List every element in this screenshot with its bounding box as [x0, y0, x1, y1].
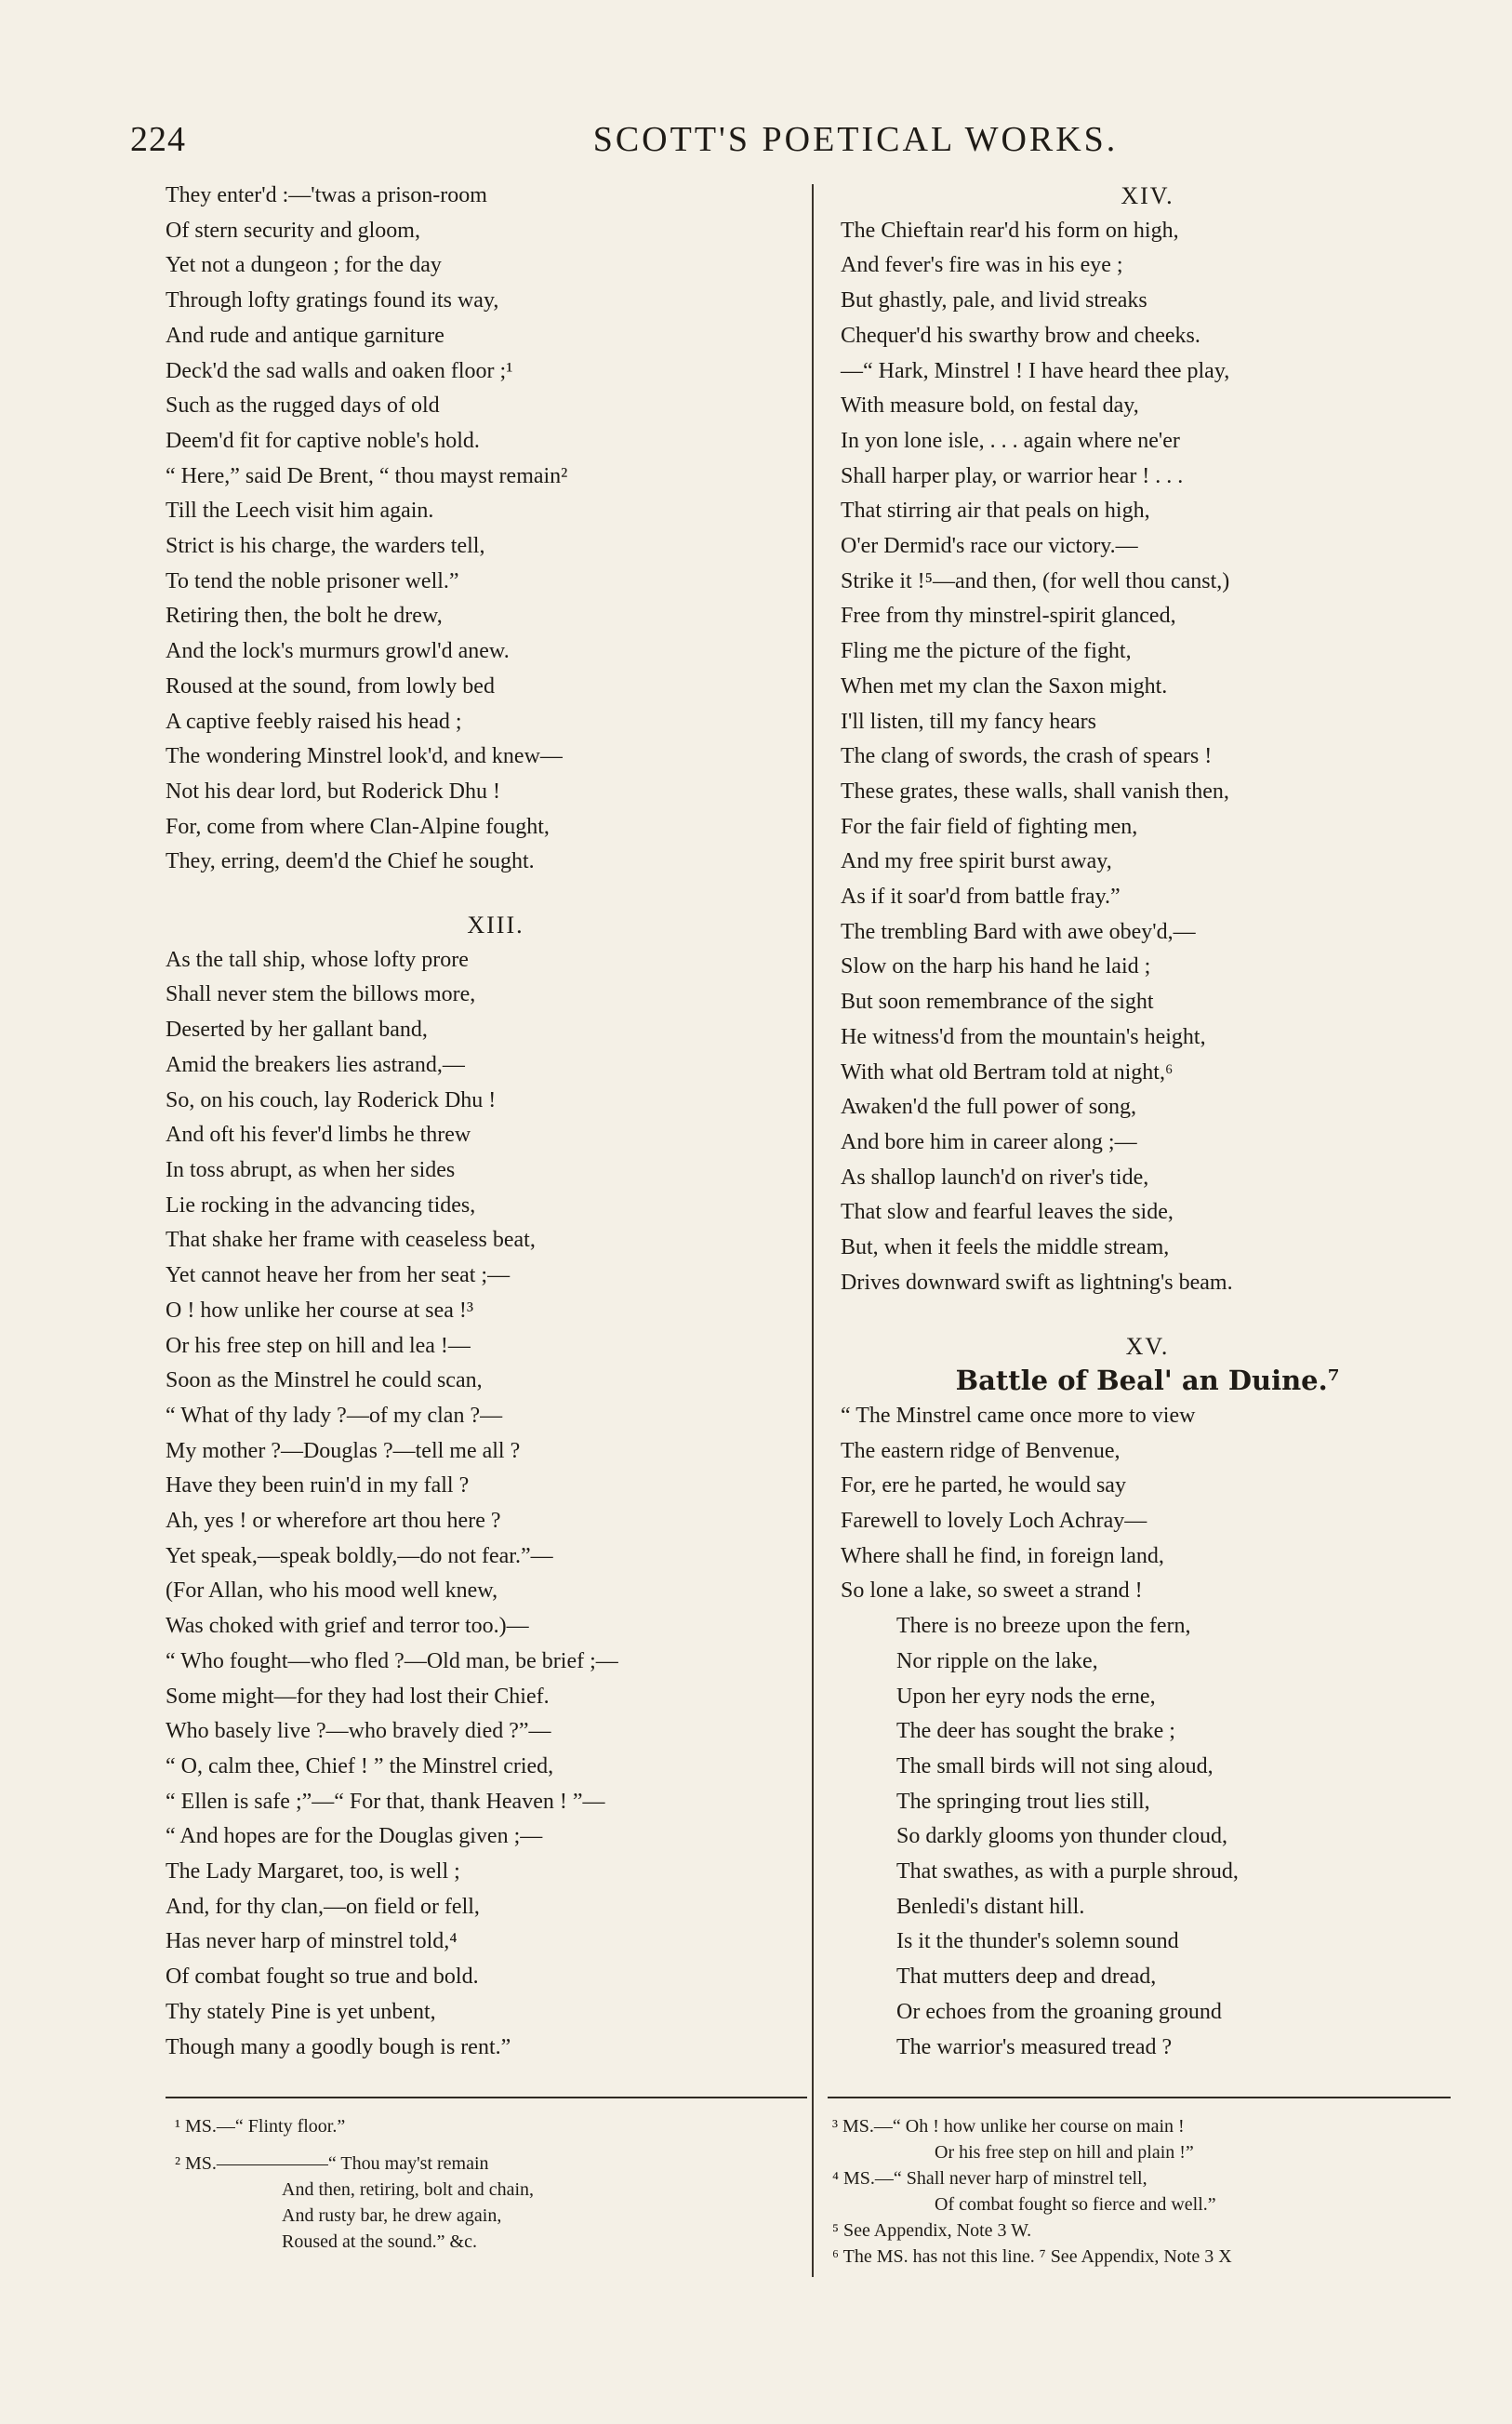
running-title: SCOTT'S POETICAL WORKS. — [592, 120, 1119, 159]
verse-line: Was choked with grief and terror too.)— — [166, 1614, 529, 1639]
footnote-line: ⁶ The MS. has not this line. ⁷ See Appendix, Note 3 X — [832, 2246, 1232, 2267]
verse-line: The eastern ridge of Benvenue, — [841, 1438, 1121, 1463]
verse-line: Chequer'd his swarthy brow and cheeks. — [841, 323, 1200, 348]
verse-line: Thy stately Pine is yet unbent, — [166, 1999, 436, 2024]
verse-line: O ! how unlike her course at sea !³ — [166, 1298, 474, 1323]
verse-line: Has never harp of minstrel told,⁴ — [166, 1929, 458, 1954]
verse-line: When met my clan the Saxon might. — [841, 673, 1168, 699]
verse-line: “ O, calm thee, Chief ! ” the Minstrel cried, — [166, 1753, 554, 1778]
stanza-gap — [841, 1301, 1454, 1329]
verse-line: My mother ?—Douglas ?—tell me all ? — [166, 1438, 521, 1463]
verse-line: He witness'd from the mountain's height, — [841, 1024, 1206, 1049]
footnote — [832, 2165, 1455, 2218]
verse-line: Deem'd fit for captive noble's hold. — [166, 428, 480, 453]
footnote-line: ⁵ See Appendix, Note 3 W. — [832, 2220, 1032, 2241]
verse-line: Yet cannot heave her from her seat ;— — [166, 1263, 511, 1288]
verse-line: But, when it feels the middle stream, — [841, 1235, 1170, 1260]
verse-line: The Lady Margaret, too, is well ; — [166, 1859, 460, 1885]
verse-line: Amid the breakers lies astrand,— — [166, 1052, 465, 1077]
verse-line: Or echoes from the groaning ground — [896, 1999, 1222, 2024]
verse-line: Shall harper play, or warrior hear ! . . . — [841, 463, 1184, 488]
footnote — [832, 2244, 1455, 2270]
verse-line: “ The Minstrel came once more to view — [841, 1403, 1196, 1428]
verse-line: And rude and antique garniture — [166, 323, 444, 348]
footnote-line: And then, retiring, bolt and chain, — [282, 2179, 535, 2200]
footnote-line: ³ MS.—“ Oh ! how unlike her course on main ! — [832, 2116, 1185, 2137]
verse-line: The deer has sought the brake ; — [896, 1719, 1175, 1744]
section-xiii-stanza — [166, 943, 826, 2066]
footnotes-left — [175, 2113, 807, 2255]
footnote-line: ¹ MS.—“ Flinty floor.” — [175, 2116, 346, 2137]
verse-line: Drives downward swift as lightning's beam. — [841, 1270, 1233, 1295]
page-number: 224 — [130, 120, 186, 159]
verse-line: Through lofty gratings found its way, — [166, 288, 499, 313]
section-xiv-stanza — [841, 214, 1454, 1301]
verse-line: Retiring then, the bolt he drew, — [166, 604, 443, 629]
verse-line: As the tall ship, whose lofty prore — [166, 947, 469, 972]
section-xv-stanza — [841, 1399, 1454, 2065]
verse-line: With measure bold, on festal day, — [841, 393, 1139, 419]
verse-line: Nor ripple on the lake, — [896, 1648, 1098, 1673]
verse-line: The trembling Bard with awe obey'd,— — [841, 919, 1196, 944]
verse-line: The springing trout lies still, — [896, 1789, 1150, 1814]
verse-line: “ Ellen is safe ;”—“ For that, thank Heaven ! ”— — [166, 1789, 605, 1814]
verse-line: O'er Dermid's race our victory.— — [841, 534, 1138, 559]
verse-line: Some might—for they had lost their Chief. — [166, 1684, 550, 1709]
verse-line: That swathes, as with a purple shroud, — [896, 1859, 1239, 1885]
verse-line: As shallop launch'd on river's tide, — [841, 1165, 1149, 1190]
verse-line: The small birds will not sing aloud, — [896, 1753, 1214, 1778]
verse-line: For the fair field of fighting men, — [841, 814, 1138, 839]
footnote — [175, 2113, 807, 2139]
verse-line: That slow and fearful leaves the side, — [841, 1200, 1174, 1225]
verse-line: Lie rocking in the advancing tides, — [166, 1192, 476, 1218]
verse-line: —“ Hark, Minstrel ! I have heard thee play, — [841, 358, 1230, 383]
footnote-line: Of combat fought so fierce and well.” — [935, 2194, 1216, 2215]
section-heading-xiv: XIV. — [1121, 182, 1174, 209]
verse-line: Of stern security and gloom, — [166, 218, 420, 243]
stanza-gap — [166, 880, 826, 908]
footnote-line: Or his free step on hill and plain !” — [935, 2142, 1194, 2163]
verse-line: As if it soar'd from battle fray.” — [841, 885, 1121, 910]
verse-line: And oft his fever'd limbs he threw — [166, 1123, 471, 1148]
verse-line: Deck'd the sad walls and oaken floor ;¹ — [166, 358, 513, 383]
verse-line: Where shall he find, in foreign land, — [841, 1543, 1164, 1568]
verse-line: With what old Bertram told at night,⁶ — [841, 1059, 1174, 1085]
page-header — [130, 119, 1432, 166]
verse-line: These grates, these walls, shall vanish then, — [841, 779, 1229, 804]
verse-line: Fling me the picture of the fight, — [841, 639, 1132, 664]
verse-line: The Chieftain rear'd his form on high, — [841, 218, 1179, 243]
verse-line: Yet not a dungeon ; for the day — [166, 253, 442, 278]
verse-line: Awaken'd the full power of song, — [841, 1095, 1137, 1120]
verse-line: So darkly glooms yon thunder cloud, — [896, 1824, 1227, 1849]
verse-line: Of combat fought so true and bold. — [166, 1965, 479, 1990]
section-heading-xiii: XIII. — [467, 912, 524, 939]
verse-line: Such as the rugged days of old — [166, 393, 440, 419]
verse-line: For, ere he parted, he would say — [841, 1473, 1126, 1498]
right-column — [841, 179, 1454, 2065]
verse-line: Though many a goodly bough is rent.” — [166, 2034, 511, 2059]
verse-line: “ And hopes are for the Douglas given ;— — [166, 1824, 543, 1849]
verse-line: I'll listen, till my fancy hears — [841, 709, 1096, 734]
verse-line: They, erring, deem'd the Chief he sought. — [166, 849, 535, 874]
verse-line: Strict is his charge, the warders tell, — [166, 534, 485, 559]
footnote-line: Roused at the sound.” &c. — [282, 2231, 477, 2252]
verse-line: The wondering Minstrel look'd, and knew— — [166, 744, 563, 769]
footnote — [832, 2113, 1455, 2165]
footnote-line: And rusty bar, he drew again, — [282, 2205, 502, 2226]
footnote-line: ² MS.——————“ Thou may'st remain — [175, 2153, 489, 2174]
intro-stanza — [166, 179, 826, 880]
verse-line: But soon remembrance of the sight — [841, 990, 1154, 1015]
verse-line: Roused at the sound, from lowly bed — [166, 673, 495, 699]
footnote — [175, 2151, 807, 2255]
left-column — [166, 179, 826, 2065]
footnotes-right — [832, 2113, 1455, 2270]
verse-line: Free from thy minstrel-spirit glanced, — [841, 604, 1176, 629]
verse-line: And the lock's murmurs growl'd anew. — [166, 639, 510, 664]
verse-line: Is it the thunder's solemn sound — [896, 1929, 1179, 1954]
footnote-line: ⁴ MS.—“ Shall never harp of minstrel tell, — [832, 2168, 1147, 2189]
footnote-rule-right — [828, 2097, 1451, 2098]
verse-line: And my free spirit burst away, — [841, 849, 1112, 874]
verse-line: A captive feebly raised his head ; — [166, 709, 462, 734]
section-xv-title: Battle of Beal' an Duine.⁷ — [955, 1365, 1340, 1397]
verse-line: Shall never stem the billows more, — [166, 982, 476, 1007]
verse-line: Who basely live ?—who bravely died ?”— — [166, 1719, 551, 1744]
verse-line: (For Allan, who his mood well knew, — [166, 1578, 498, 1604]
footnote — [832, 2218, 1455, 2244]
verse-line: To tend the noble prisoner well.” — [166, 568, 459, 593]
verse-line: There is no breeze upon the fern, — [896, 1614, 1191, 1639]
verse-line: Or his free step on hill and lea !— — [166, 1333, 471, 1358]
verse-line: And bore him in career along ;— — [841, 1129, 1137, 1154]
verse-line: Yet speak,—speak boldly,—do not fear.”— — [166, 1543, 553, 1568]
footnote-rule-left — [166, 2097, 807, 2098]
verse-line: “ Here,” said De Brent, “ thou mayst remain² — [166, 463, 568, 488]
verse-line: In yon lone isle, . . . again where ne'er — [841, 428, 1180, 453]
verse-line: Strike it !⁵—and then, (for well thou canst,) — [841, 568, 1230, 593]
verse-line: The warrior's measured tread ? — [896, 2034, 1173, 2059]
verse-line: So, on his couch, lay Roderick Dhu ! — [166, 1087, 497, 1112]
verse-line: And, for thy clan,—on field or fell, — [166, 1894, 480, 1919]
verse-line: Farewell to lovely Loch Achray— — [841, 1509, 1147, 1534]
verse-line: Deserted by her gallant band, — [166, 1018, 428, 1043]
verse-line: Not his dear lord, but Roderick Dhu ! — [166, 779, 500, 804]
verse-line: In toss abrupt, as when her sides — [166, 1157, 456, 1182]
verse-line: Ah, yes ! or wherefore art thou here ? — [166, 1509, 501, 1534]
verse-line: Soon as the Minstrel he could scan, — [166, 1368, 483, 1393]
verse-line: And fever's fire was in his eye ; — [841, 253, 1123, 278]
verse-line: “ What of thy lady ?—of my clan ?— — [166, 1403, 503, 1428]
verse-line: Upon her eyry nods the erne, — [896, 1684, 1156, 1709]
section-heading-xv: XV. — [1125, 1332, 1170, 1360]
verse-line: Have they been ruin'd in my fall ? — [166, 1473, 470, 1498]
verse-line: They enter'd :—'twas a prison-room — [166, 183, 487, 207]
verse-line: Slow on the harp his hand he laid ; — [841, 954, 1151, 979]
verse-line: That mutters deep and dread, — [896, 1965, 1157, 1990]
verse-line: Benledi's distant hill. — [896, 1894, 1085, 1919]
verse-line: The clang of swords, the crash of spears ! — [841, 744, 1213, 769]
verse-line: “ Who fought—who fled ?—Old man, be brief ;— — [166, 1648, 618, 1673]
verse-line: But ghastly, pale, and livid streaks — [841, 288, 1147, 313]
verse-line: Till the Leech visit him again. — [166, 499, 434, 524]
verse-line: That stirring air that peals on high, — [841, 499, 1150, 524]
verse-line: That shake her frame with ceaseless beat, — [166, 1228, 536, 1253]
verse-line: For, come from where Clan-Alpine fought, — [166, 814, 550, 839]
verse-line: So lone a lake, so sweet a strand ! — [841, 1578, 1143, 1604]
